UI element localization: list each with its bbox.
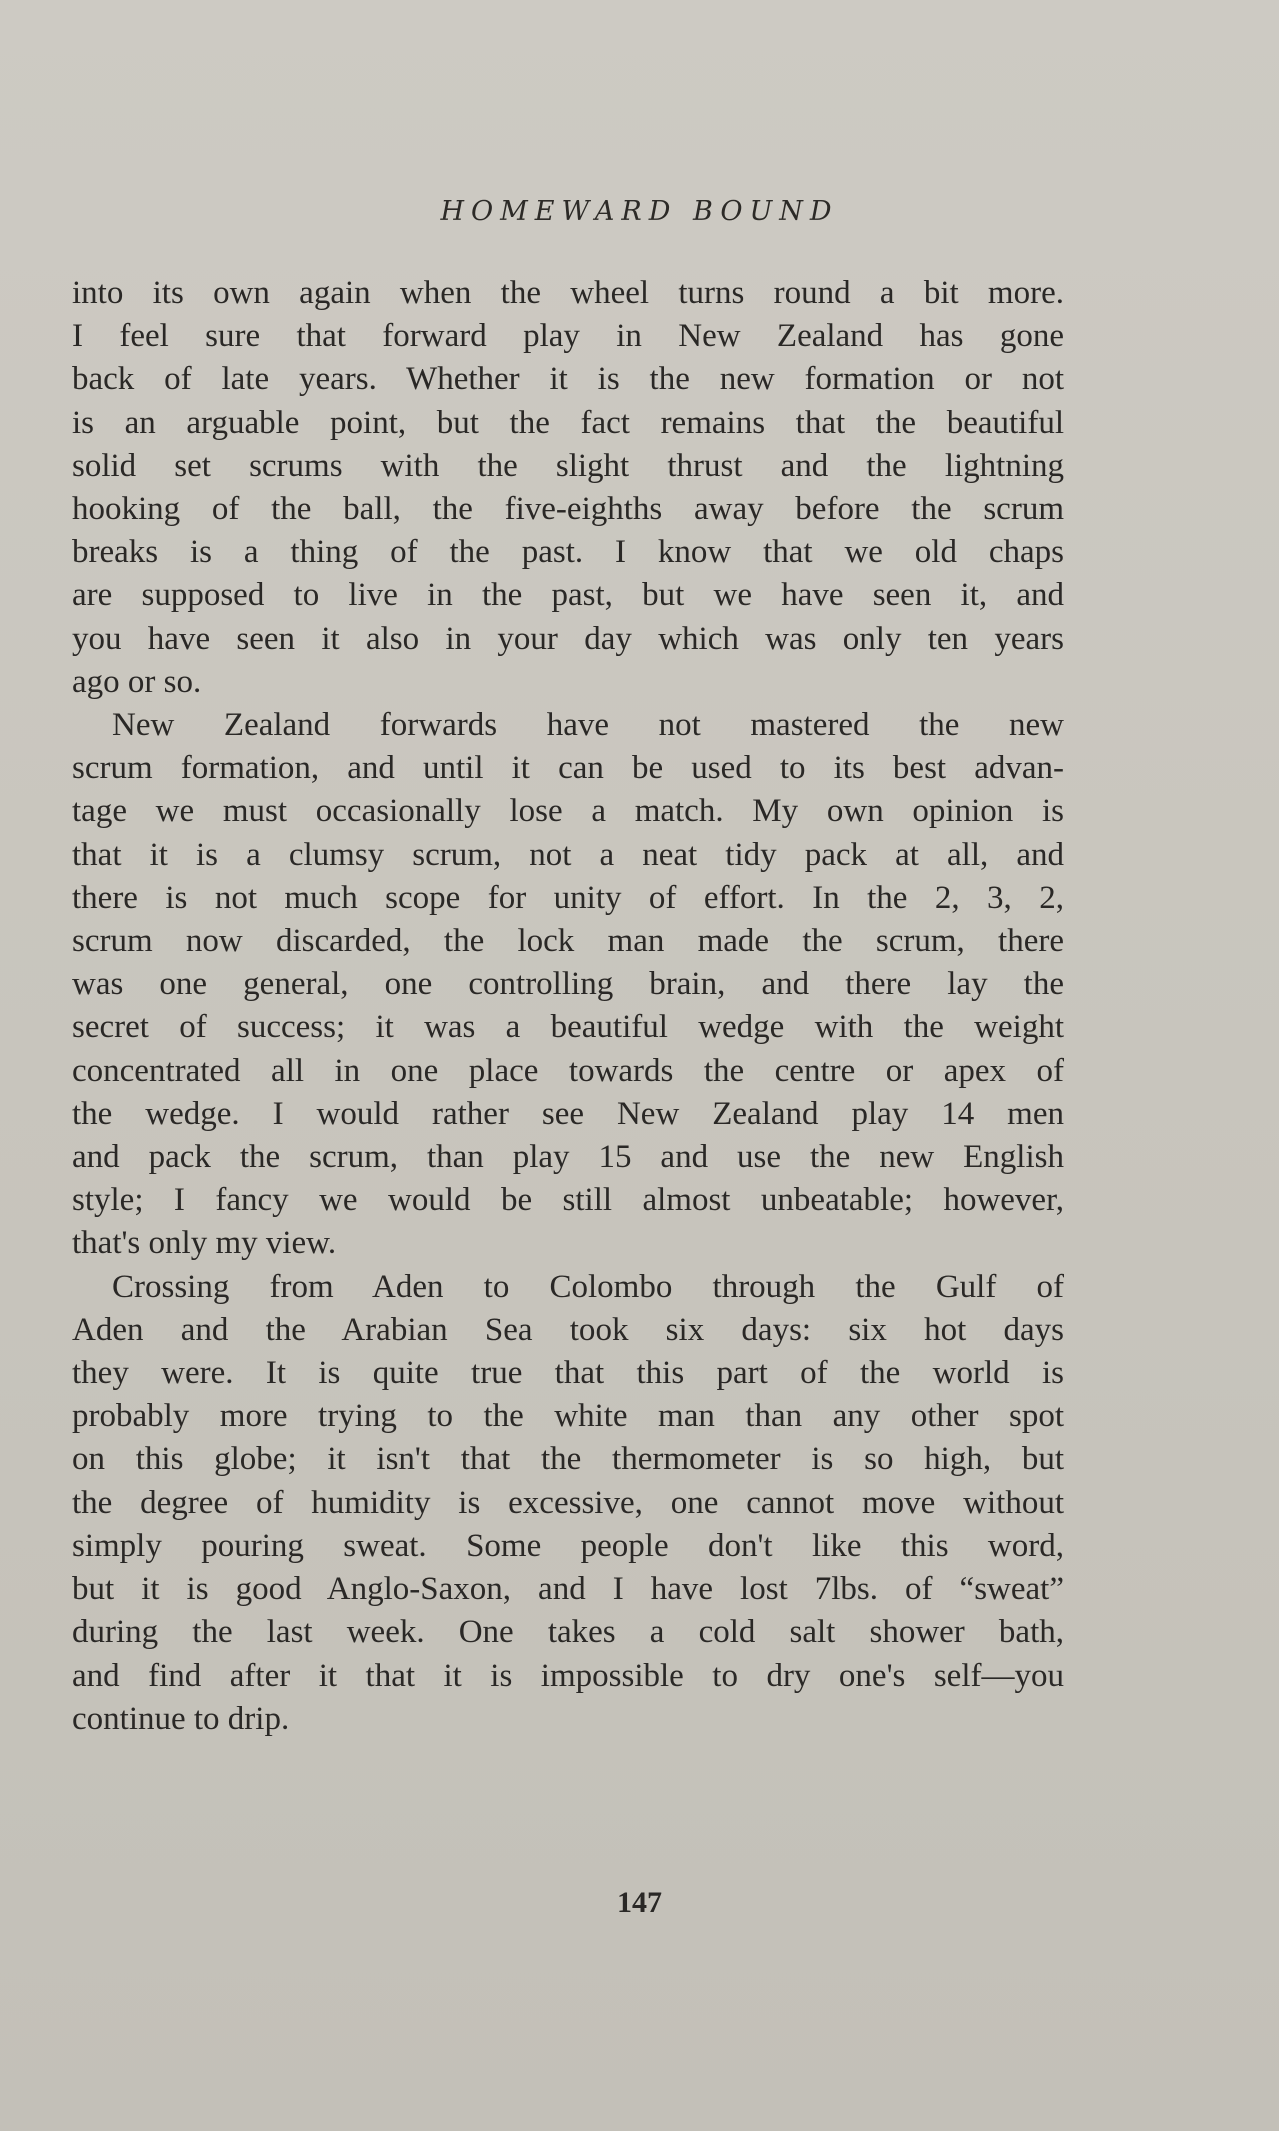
page-number: 147 — [617, 1886, 662, 1919]
text-line: and find after it that it is impossible to dry one's self—you — [72, 1657, 1064, 1694]
text-line: hooking of the ball, the five-eighths away before the scrum — [72, 491, 1064, 528]
text-line: back of late years. Whether it is the new formation or not — [72, 361, 1064, 398]
text-line: Aden and the Arabian Sea took six days: six hot days — [72, 1311, 1064, 1348]
body-text — [72, 272, 1064, 1741]
text-line: are supposed to live in the past, but we have seen it, and — [72, 577, 1064, 614]
text-line: New Zealand forwards have not mastered the new — [112, 707, 1064, 744]
text-line: is an arguable point, but the fact remains that the beautiful — [72, 404, 1064, 441]
text-line: tage we must occasionally lose a match. My own opinion is — [72, 793, 1064, 830]
text-line: Crossing from Aden to Colombo through the Gulf of — [112, 1268, 1064, 1305]
text-line: that it is a clumsy scrum, not a neat tidy pack at all, and — [72, 836, 1064, 873]
text-line: they were. It is quite true that this part of the world is — [72, 1355, 1064, 1392]
text-line: you have seen it also in your day which was only ten years — [72, 620, 1064, 657]
text-line: the wedge. I would rather see New Zealand play 14 men — [72, 1095, 1064, 1132]
text-line: scrum now discarded, the lock man made the scrum, there — [72, 923, 1064, 960]
text-line: style; I fancy we would be still almost unbeatable; however, — [72, 1182, 1064, 1219]
text-line: secret of success; it was a beautiful wedge with the weight — [72, 1009, 1064, 1046]
text-line: the degree of humidity is excessive, one cannot move without — [72, 1484, 1064, 1521]
text-line: on this globe; it isn't that the thermometer is so high, but — [72, 1441, 1064, 1478]
text-line: and pack the scrum, than play 15 and use the new English — [72, 1139, 1064, 1176]
text-line: probably more trying to the white man than any other spot — [72, 1398, 1064, 1435]
text-line: solid set scrums with the slight thrust and the lightning — [72, 447, 1064, 484]
running-head: HOMEWARD BOUND — [440, 196, 839, 227]
text-line: during the last week. One takes a cold salt shower bath, — [72, 1614, 1064, 1651]
text-line: was one general, one controlling brain, and there lay the — [72, 966, 1064, 1003]
text-line: scrum formation, and until it can be used to its best advan- — [72, 750, 1064, 787]
text-line: ago or so. — [72, 663, 202, 700]
text-line: concentrated all in one place towards the centre or apex of — [72, 1052, 1064, 1089]
text-line: continue to drip. — [72, 1700, 290, 1737]
text-line: that's only my view. — [72, 1225, 337, 1262]
text-line: simply pouring sweat. Some people don't like this word, — [72, 1527, 1064, 1564]
text-line: into its own again when the wheel turns round a bit more. — [72, 275, 1064, 311]
text-line: breaks is a thing of the past. I know that we old chaps — [72, 534, 1064, 571]
text-line: there is not much scope for unity of effort. In the 2, 3, 2, — [72, 879, 1064, 916]
text-line: but it is good Anglo-Saxon, and I have lost 7lbs. of “sweat” — [72, 1571, 1064, 1608]
text-line: I feel sure that forward play in New Zealand has gone — [72, 318, 1064, 355]
